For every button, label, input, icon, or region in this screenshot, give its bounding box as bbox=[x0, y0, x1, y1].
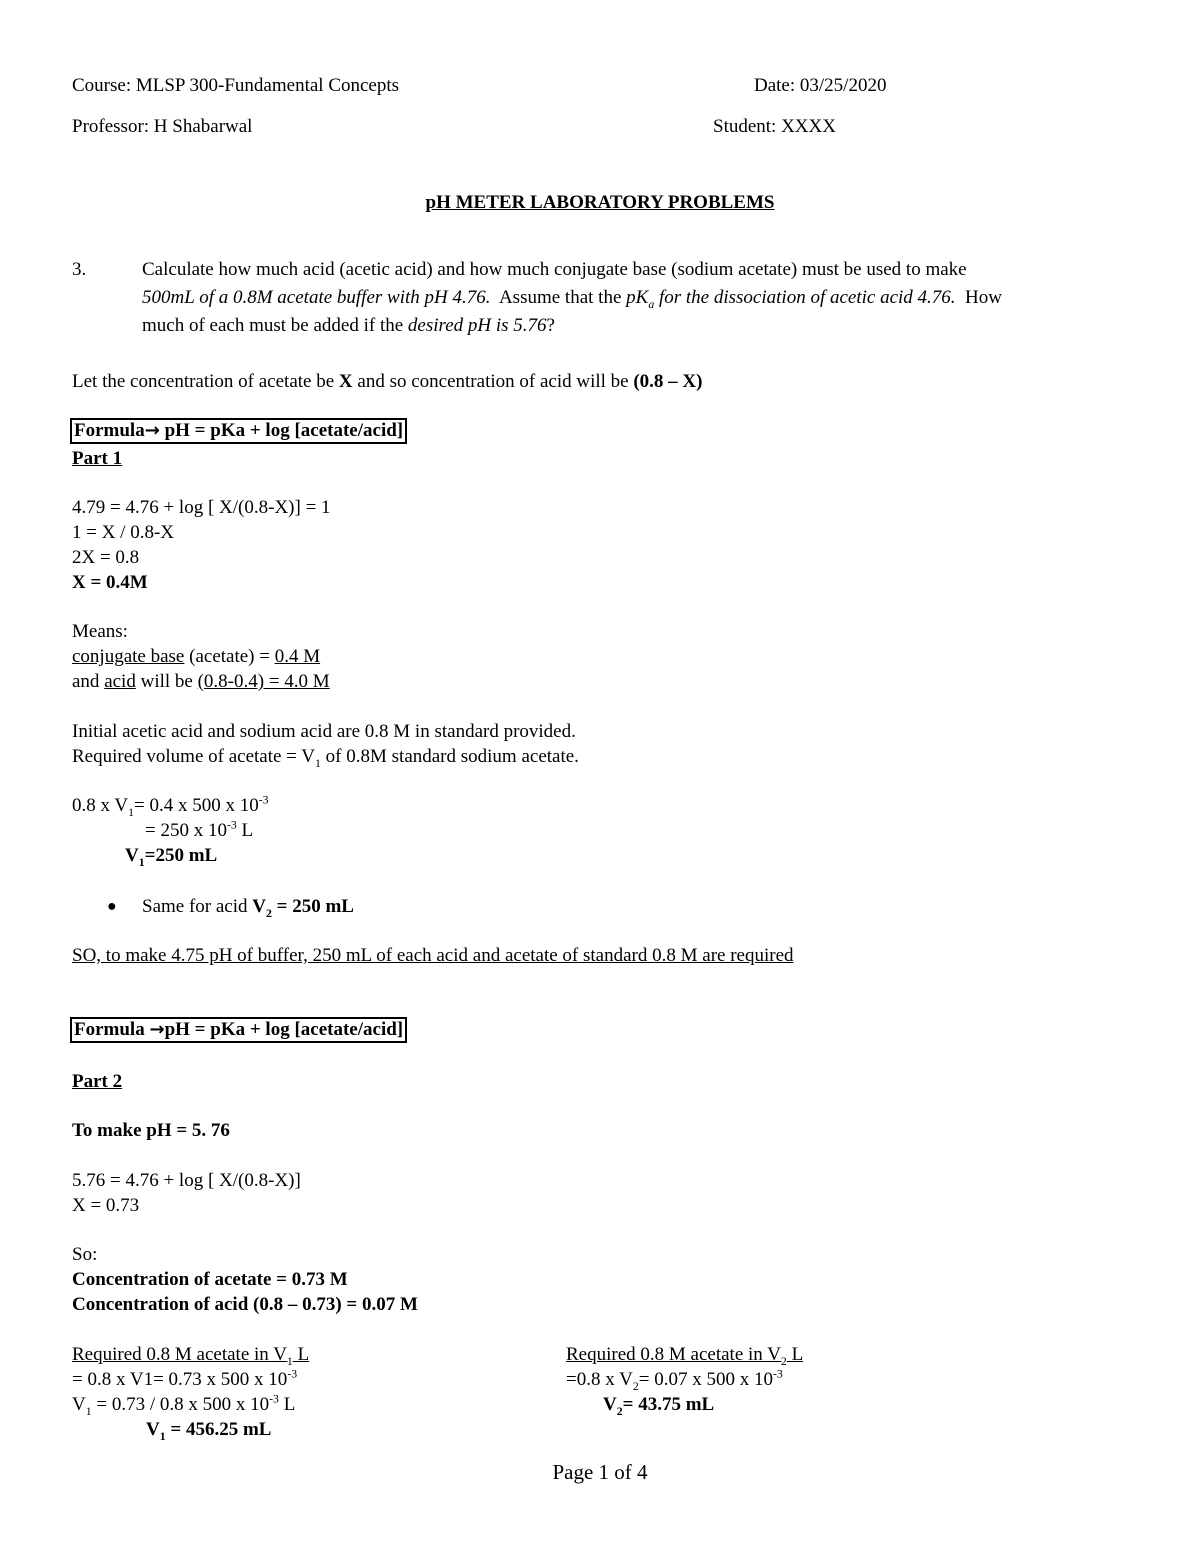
left-column-result: $V_1 = 456.25$ mL bbox=[146, 1419, 272, 1443]
conjugate-base-line: conjugate base (acetate) = 0.4 M bbox=[72, 646, 321, 667]
concentration-acid: Concentration of acid (0.8 – 0.73) = 0.07 M bbox=[72, 1294, 418, 1315]
part2-target-ph: To make pH = 5. 76 bbox=[72, 1120, 230, 1141]
part1-heading: Part 1 bbox=[72, 448, 123, 469]
problem-assume-text: Assume that the bbox=[490, 287, 627, 308]
formula-box-part1: Formula→ pH = pKa + log [acetate/acid] bbox=[70, 420, 407, 442]
part1-equation-3: 2X = 0.8 bbox=[72, 547, 140, 568]
same-for-acid-line: Same for acid $V_2 = 250$ mL bbox=[142, 896, 354, 920]
problem-pka-text: $pK_a$ for the dissociation of acetic acid 4.76. bbox=[626, 287, 956, 311]
concentration-acetate: Concentration of acetate = 0.73 M bbox=[72, 1269, 348, 1290]
problem-how-text: How bbox=[955, 287, 1002, 308]
date-label: Date: 03/25/2020 bbox=[754, 75, 887, 96]
acid-line: and acid will be (0.8-0.4) = 4.0 M bbox=[72, 671, 330, 692]
so-label: So: bbox=[72, 1244, 98, 1265]
v1-result: $V_1=250$ mL bbox=[125, 845, 218, 869]
right-arrow-icon: → bbox=[149, 1019, 165, 1040]
part2-equation-1: 5.76 = 4.76 + log [ X/(0.8-X)] bbox=[72, 1170, 301, 1191]
bullet-icon: ● bbox=[107, 898, 117, 915]
part1-equation-1: 4.79 = 4.76 + log [ X/(0.8-X)] = 1 bbox=[72, 497, 331, 518]
required-volume-statement: Required volume of acetate = $V_1$ of 0.8M standard sodium acetate. bbox=[72, 746, 579, 770]
page-title: pH METER LABORATORY PROBLEMS bbox=[425, 192, 775, 213]
right-column-equation-1: =0.8 x $V_2= 0.07$ x 500 x $10^{-3}$ bbox=[566, 1367, 783, 1393]
problem-buffer-spec: 500mL of a 0.8M acetate buffer with pH 4.76. bbox=[142, 287, 491, 308]
problem-number: 3. bbox=[72, 259, 87, 280]
problem-desired-ph: desired pH is 5.76 bbox=[407, 315, 547, 336]
initial-statement: Initial acetic acid and sodium acid are 0.8 M in standard provided. bbox=[72, 721, 576, 742]
v1-equation-1: 0.8 x $V_1= 0.4$ x 500 x $10^{-3}$ bbox=[72, 793, 269, 819]
means-label: Means: bbox=[72, 621, 128, 642]
part1-equation-2: 1 = X / 0.8-X bbox=[72, 522, 175, 543]
problem-line-3: much of each must be added if the desired pH is 5.76? bbox=[142, 315, 555, 336]
student-label: Student: XXXX bbox=[713, 116, 836, 137]
page-number: Page 1 of 4 bbox=[552, 1460, 648, 1484]
problem-line-2 bbox=[142, 287, 1002, 309]
let-statement: Let the concentration of acetate be X and so concentration of acid will be (0.8 – X) bbox=[72, 371, 703, 392]
right-column-heading: Required 0.8 M acetate in $V_2$ L bbox=[566, 1344, 804, 1368]
part2-heading: Part 2 bbox=[72, 1071, 123, 1092]
left-column-heading: Required 0.8 M acetate in $V_1$ L bbox=[72, 1344, 310, 1368]
v1-equation-2: = 250 x $10^{-3}$ L bbox=[145, 818, 254, 841]
course-label: Course: MLSP 300-Fundamental Concepts bbox=[72, 75, 400, 96]
problem-line-1: Calculate how much acid (acetic acid) and how much conjugate base (sodium acetate) must be used to make bbox=[142, 259, 967, 280]
part1-result-x: X = 0.4M bbox=[72, 572, 148, 593]
part2-equation-2: X = 0.73 bbox=[72, 1195, 140, 1216]
formula-box-part2: Formula →pH = pKa + log [acetate/acid] bbox=[70, 1019, 407, 1041]
left-column-equation-1: = 0.8 x V1= 0.73 x 500 x $10^{-3}$ bbox=[72, 1367, 298, 1390]
right-arrow-icon: → bbox=[144, 420, 160, 441]
left-column-equation-2: $V_1 = 0.73 / 0.8$ x 500 x $10^{-3}$ L bbox=[72, 1392, 296, 1418]
right-column-result: $V_2= 43.75$ mL bbox=[603, 1394, 715, 1418]
professor-label: Professor: H Shabarwal bbox=[72, 116, 253, 137]
part1-conclusion: SO, to make 4.75 pH of buffer, 250 mL of each acid and acetate of standard 0.8 M are required bbox=[72, 945, 794, 966]
